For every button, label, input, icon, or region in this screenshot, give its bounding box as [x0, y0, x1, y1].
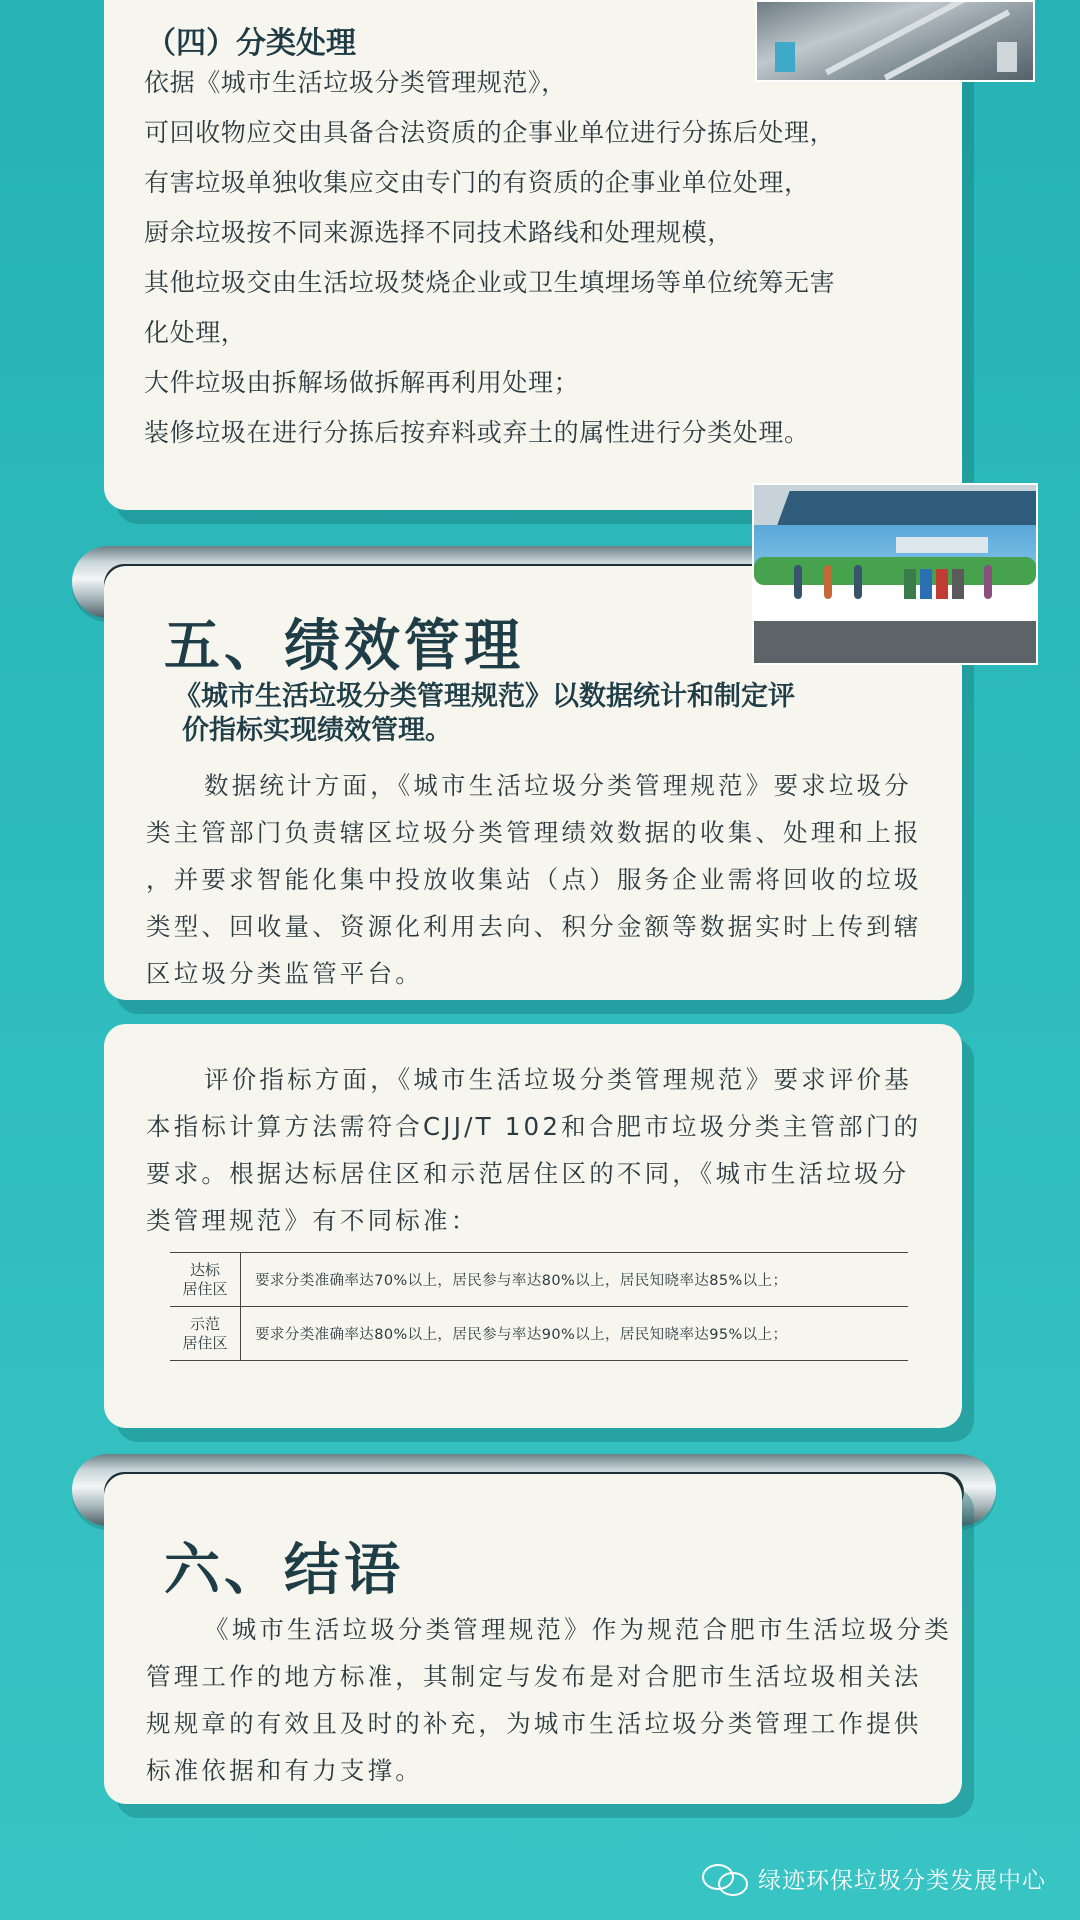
lead-line: 价指标实现绩效管理。: [182, 715, 452, 746]
text-line: 类管理规范》有不同标准：: [146, 1206, 479, 1235]
paragraph-data-stats: [146, 762, 922, 997]
text-line: ，并要求智能化集中投放收集站（点）服务企业需将回收的垃圾: [146, 865, 922, 894]
text-line: 评价指标方面，《城市生活垃圾分类管理规范》要求评价基: [204, 1065, 912, 1094]
account-watermark: [702, 1858, 1046, 1898]
text-line: 大件垃圾由拆解场做拆解再利用处理；: [144, 368, 580, 397]
text-line: 要求。根据达标居住区和示范居住区的不同，《城市生活垃圾分: [146, 1159, 910, 1188]
text-line: 规规章的有效且及时的补充，为城市生活垃圾分类管理工作提供: [146, 1709, 922, 1738]
row-label-line: 居住区: [182, 1279, 228, 1298]
text-line: 本指标计算方法需符合CJJ/T 102和合肥市垃圾分类主管部门的: [146, 1112, 922, 1141]
paragraph-conclusion: [146, 1606, 952, 1794]
text-line: 类主管部门负责辖区垃圾分类管理绩效数据的收集、处理和上报: [146, 818, 922, 847]
row-value: 要求分类准确率达80%以上，居民参与率达90%以上，居民知晓率达95%以上；: [241, 1307, 909, 1361]
text-line: 其他垃圾交由生活垃圾焚烧企业或卫生填埋场等单位统筹无害: [144, 268, 836, 297]
section-heading: （四）分类处理: [146, 26, 356, 61]
text-line: 数据统计方面，《城市生活垃圾分类管理规范》要求垃圾分: [204, 771, 912, 800]
row-label-line: 示范: [189, 1314, 220, 1333]
table-row: [170, 1253, 908, 1307]
card-conclusion: [104, 1474, 962, 1804]
row-value: 要求分类准确率达70%以上，居民参与率达80%以上，居民知晓率达85%以上；: [241, 1253, 909, 1307]
text-line: 化处理，: [144, 318, 247, 347]
section-title: 五、绩效管理: [164, 614, 524, 679]
text-line: 可回收物应交由具备合法资质的企事业单位进行分拣后处理，: [144, 118, 836, 147]
sorting-facility-photo: [755, 0, 1035, 82]
row-label-line: 居住区: [182, 1333, 228, 1352]
paragraph-evaluation: [146, 1056, 921, 1244]
section-lead: [174, 680, 795, 748]
text-line: 《城市生活垃圾分类管理规范》作为规范合肥市生活垃圾分类: [204, 1615, 952, 1644]
row-label-line: 达标: [189, 1260, 220, 1279]
text-line: 装修垃圾在进行分拣后按弃料或弃土的属性进行分类处理。: [144, 418, 810, 447]
text-line: 依据《城市生活垃圾分类管理规范》，: [144, 68, 567, 97]
text-line: 区垃圾分类监管平台。: [146, 959, 423, 988]
card-evaluation: [104, 1024, 962, 1428]
row-label: [170, 1307, 241, 1361]
account-name: 绿迹环保垃圾分类发展中心: [758, 1867, 1046, 1894]
text-line: 有害垃圾单独收集应交由专门的有资质的企事业单位处理，: [144, 168, 810, 197]
table-row: [170, 1307, 908, 1361]
lead-line: 《城市生活垃圾分类管理规范》以数据统计和制定评: [174, 681, 795, 712]
row-label: [170, 1253, 241, 1307]
text-line: 管理工作的地方标准，其制定与发布是对合肥市生活垃圾相关法: [146, 1662, 922, 1691]
text-line: 类型、回收量、资源化利用去向、积分金额等数据实时上传到辖: [146, 912, 922, 941]
section-body: [144, 58, 835, 458]
section-title: 六、结语: [164, 1538, 404, 1603]
text-line: 厨余垃圾按不同来源选择不同技术路线和处理规模，: [144, 218, 733, 247]
text-line: 标准依据和有力支撑。: [146, 1756, 423, 1785]
standards-table: [170, 1252, 908, 1361]
garbage-station-mural-photo: [752, 483, 1038, 665]
wechat-icon: [702, 1862, 748, 1894]
